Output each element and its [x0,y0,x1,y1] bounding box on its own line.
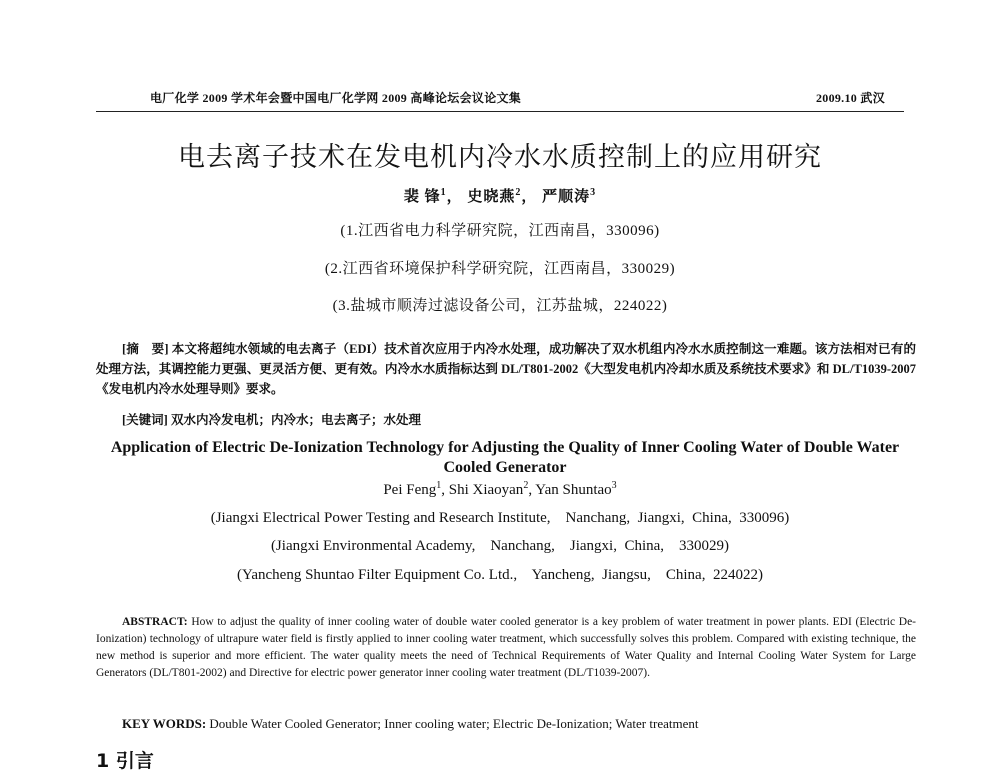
author-affil-mark: 3 [611,480,617,491]
english-abstract [96,614,916,682]
author-affil-mark: 2 [523,480,529,491]
english-title: Application of Electric De-Ionization Technology for Adjusting the Quality of Inner Cooling Water of Double Water Cooled Generator [110,439,900,476]
chinese-affiliation-2: (2.江西省环境保护科学研究院，江西南昌，330029) [324,261,676,277]
author-affil-mark: 1 [436,480,442,491]
english-abstract-text: How to adjust the quality of inner cooling water of double water cooled generator is a key problem of water treatment in power plants. EDI (Electric De-Ionization) technology of ultrapure water field is firstly applied to inner cooling water treatment, which successfully solves this problem. Compared with existing technique, the new method is superior and more efficient. The water quality meets the need of Technical Requirements of Water Quality and Internal Cooling Water System for Large Generators (DL/T801-2002) and Directive for electric power generator inner cooling water treatment (DL/T1039-2007). [96,616,917,679]
author-name: 裴 锋 [403,189,441,205]
english-keywords [122,716,902,732]
author-affil-mark: 1 [440,187,447,198]
running-head-left: 电厂化学 2009 学术年会暨中国电厂化学网 2009 高峰论坛会议论文集 [150,91,522,105]
chinese-abstract [96,339,916,399]
author-name: 严顺涛 [542,189,591,205]
english-affiliation-3: (Yancheng Shuntao Filter Equipment Co. Ltd., Yancheng, Jiangsu, China, 224022) [237,567,763,583]
chinese-keywords-label: [关键词] [122,413,168,427]
chinese-affiliation-3: (3.盐城市顺涛过滤设备公司，江苏盐城，224022) [332,298,668,314]
chinese-authors: 裴 锋$^1$， 史晓燕$^2$， 严顺涛$^3$ [403,187,597,205]
english-keywords-label: KEY WORDS: [122,716,207,731]
author-name: Pei Feng [383,482,437,498]
running-head-right: 2009.10 武汉 [815,91,885,105]
author-name: 史晓燕 [467,189,516,205]
english-keywords-text: Double Water Cooled Generator; Inner cooling water; Electric De-Ionization; Water treatment [209,716,699,731]
chinese-keywords-text: 双水内冷发电机；内冷水；电去离子；水处理 [170,413,421,427]
english-authors: Pei Feng$^1$, Shi Xiaoyan$^2$, Yan Shuntao$^3$ [383,480,617,498]
author-name: Shi Xiaoyan [448,482,524,498]
author-affil-mark: 2 [515,187,522,198]
author-affil-mark: 3 [590,187,597,198]
chinese-title: 电去离子技术在发电机内冷水水质控制上的应用研究 [178,142,822,173]
section-heading: 1 引言 [96,750,154,772]
chinese-abstract-text: 本文将超纯水领域的电去离子（EDI）技术首次应用于内冷水处理，成功解决了双水机组内冷水水质控制这一难题。该方法相对已有的处理方法，其调控能力更强、更灵活方便、更有效。内冷水水质指标达到 DL/T801-2002《大型发电机内冷却水质及系统技术要求》和 DL/T1039-2007《发电机内冷水处理导则》要求。 [96,342,917,396]
chinese-abstract-label: [摘 要] [122,342,169,356]
english-affiliation-1: (Jiangxi Electrical Power Testing and Research Institute, Nanchang, Jiangxi, China, 330096) [210,510,790,526]
chinese-keywords [122,410,902,428]
author-name: Yan Shuntao [535,482,612,498]
header-rule [96,111,904,112]
chinese-affiliation-1: (1.江西省电力科学研究院，江西南昌，330096) [340,223,660,239]
english-abstract-label: ABSTRACT: [122,616,188,628]
english-affiliation-2: (Jiangxi Environmental Academy, Nanchang, Jiangxi, China, 330029) [270,538,730,554]
